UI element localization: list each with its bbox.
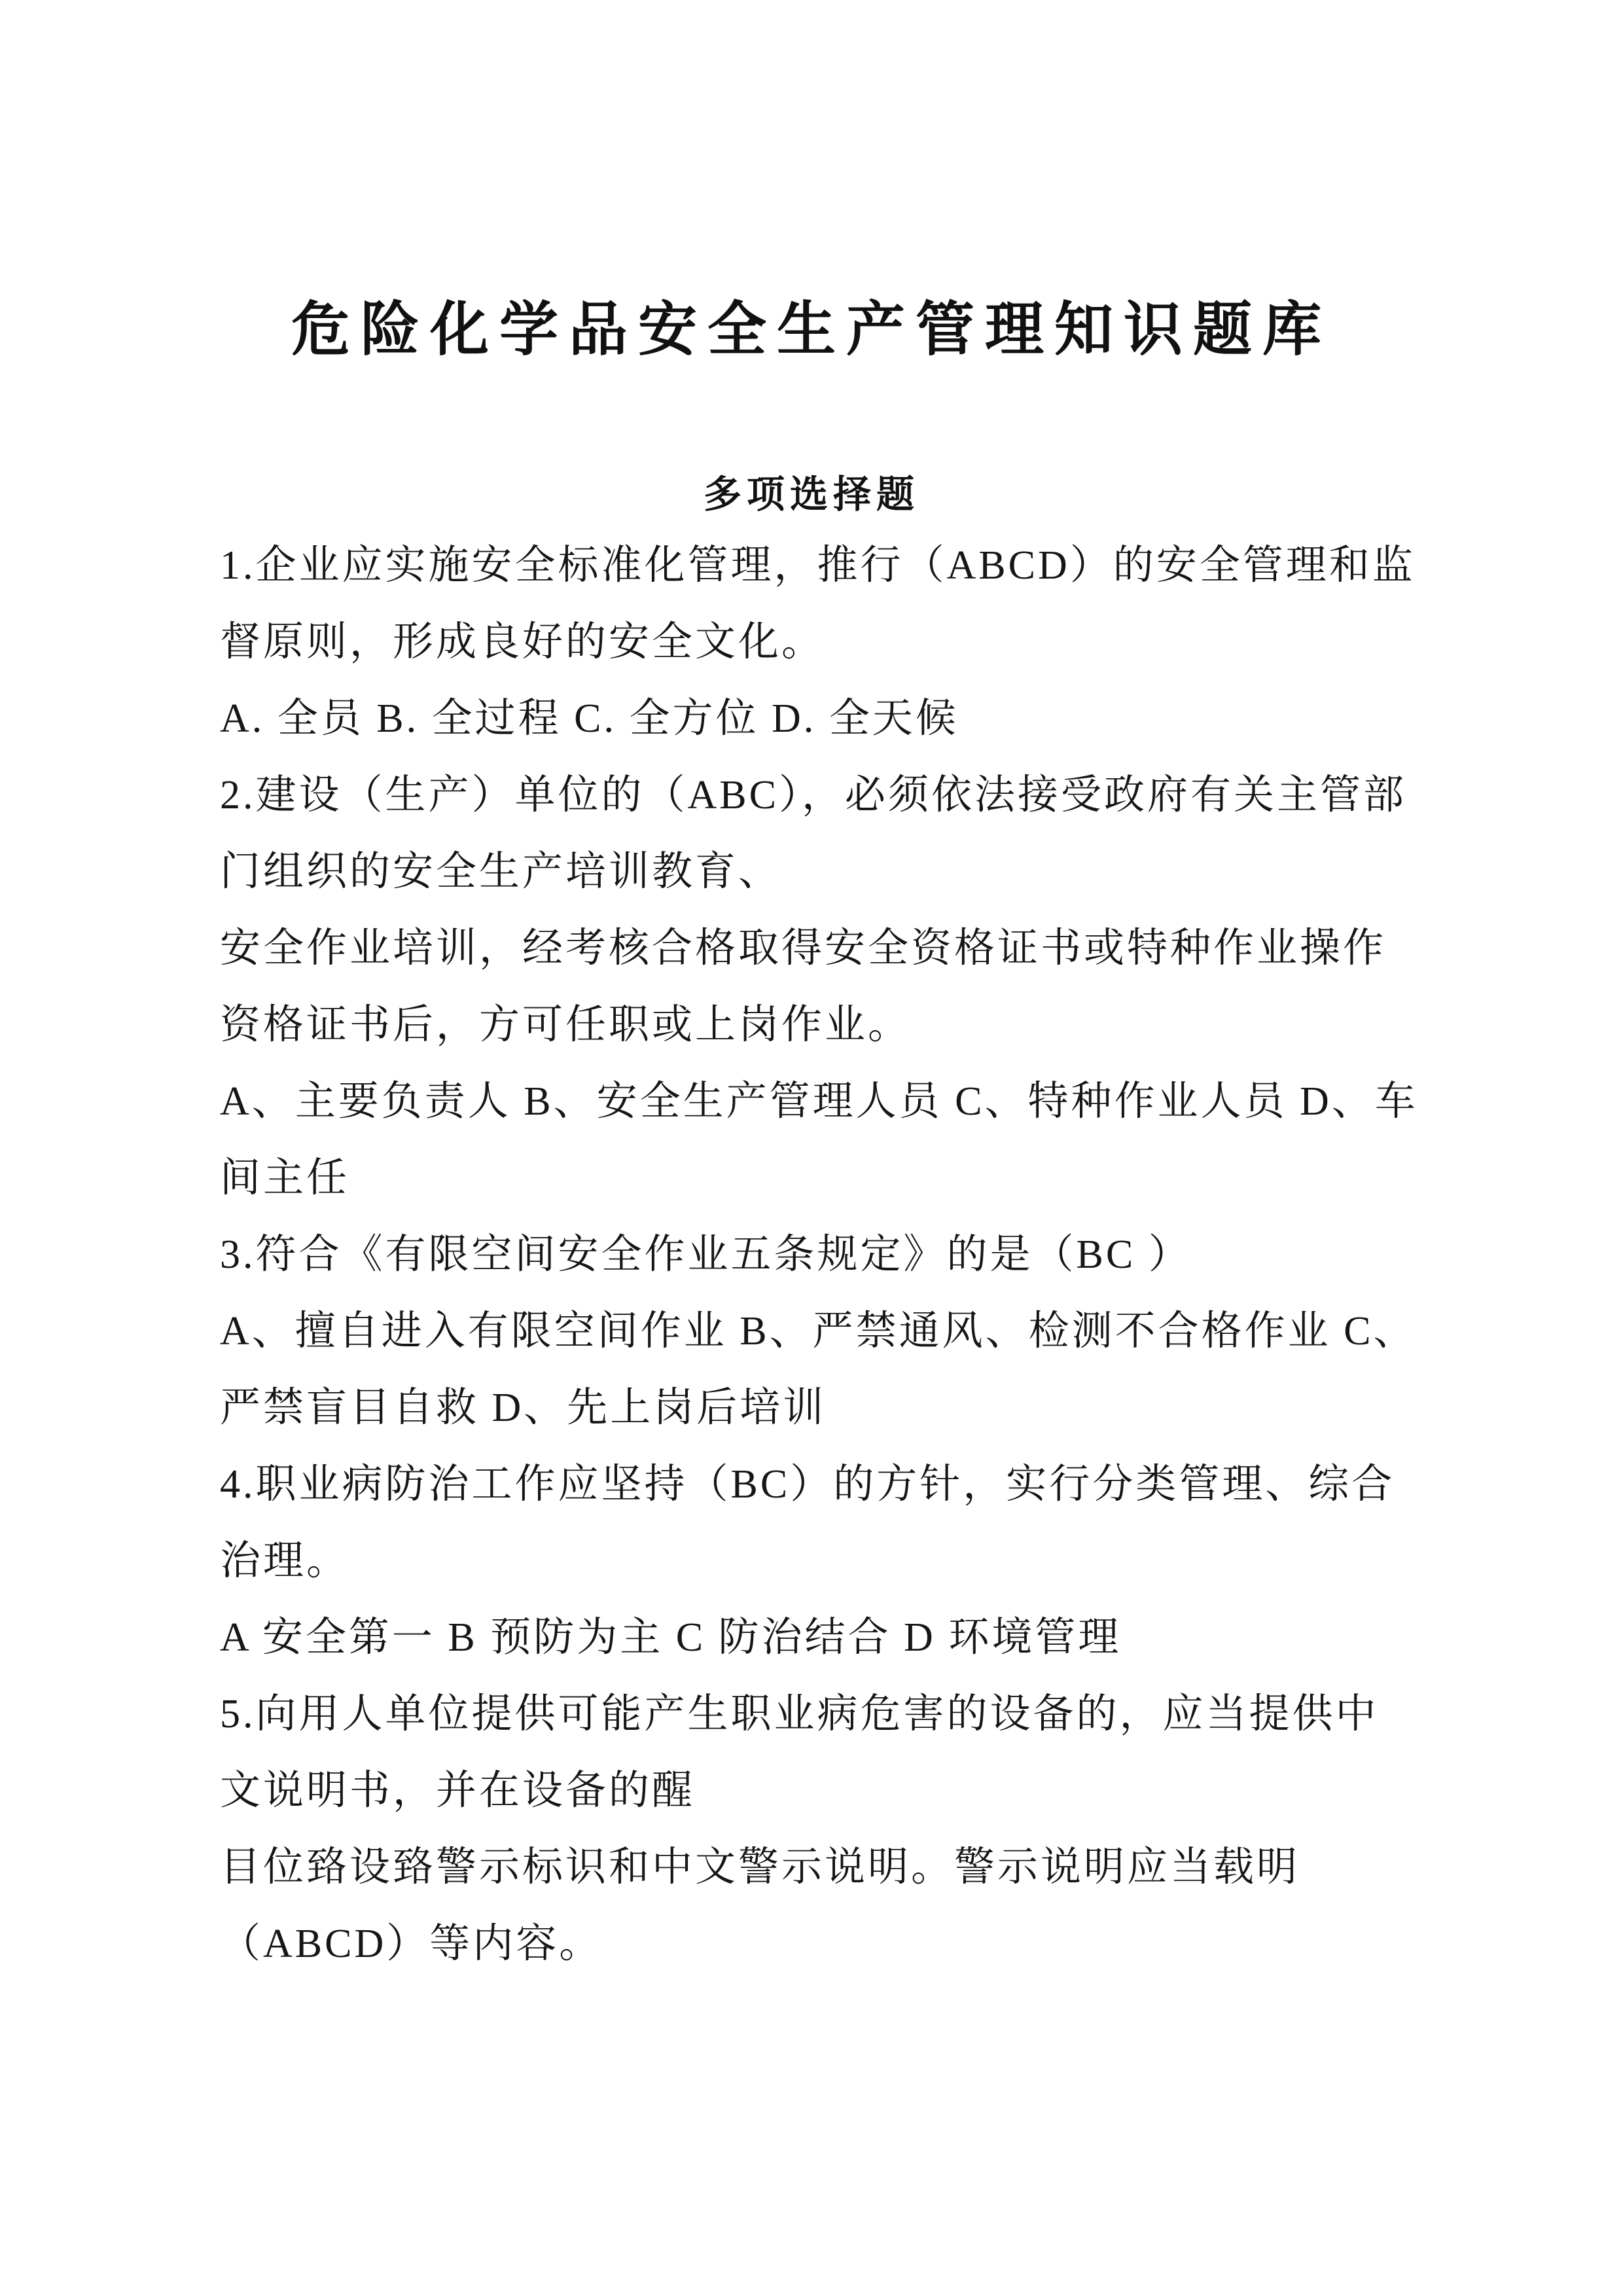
question-3-options-line-1: A、擅自进入有限空间作业 B、严禁通风、检测不合格作业 C、 [220,1309,1417,1354]
question-5-line-4: （ABCD）等内容。 [220,1922,603,1966]
question-2-line-4: 资格证书后，方可任职或上岗作业。 [220,1003,912,1047]
section-heading: 多项选择题 [703,473,919,516]
question-5-line-1: 5.向用人单位提供可能产生职业病危害的设备的，应当提供中 [220,1692,1379,1736]
question-4-line-2: 治理。 [220,1539,350,1583]
document-title: 危险化学品安全生产管理知识题库 [291,298,1332,363]
question-1-options: A. 全员 B. 全过程 C. 全方位 D. 全天候 [220,696,959,741]
question-5-line-2: 文说明书，并在设备的醒 [220,1768,696,1813]
question-2-line-3: 安全作业培训，经考核合格取得安全资格证书或特种作业操作 [220,926,1387,971]
question-4-line-1: 4.职业病防治工作应坚持（BC）的方针，实行分类管理、综合 [220,1462,1395,1507]
question-3-options-line-2: 严禁盲目自救 D、先上岗后培训 [220,1386,827,1430]
question-1-line-2: 督原则，形成良好的安全文化。 [220,620,825,664]
question-2-line-2: 门组织的安全生产培训教育、 [220,850,782,894]
question-list [220,528,1431,1982]
question-5-line-3: 目位臵设臵警示标识和中文警示说明。警示说明应当载明 [220,1845,1300,1890]
question-2-options-line-1: A、主要负责人 B、安全生产管理人员 C、特种作业人员 D、车 [220,1079,1418,1124]
question-3-line-1: 3.符合《有限空间安全作业五条规定》的是（BC ） [220,1232,1192,1277]
question-2-options-line-2: 间主任 [220,1156,350,1200]
question-2-line-1: 2.建设（生产）单位的（ABC），必须依法接受政府有关主管部 [220,773,1406,817]
question-4-options: A 安全第一 B 预防为主 C 防治结合 D 环境管理 [220,1615,1122,1660]
question-1-line-1: 1.企业应实施安全标准化管理，推行（ABCD）的安全管理和监 [220,543,1416,588]
